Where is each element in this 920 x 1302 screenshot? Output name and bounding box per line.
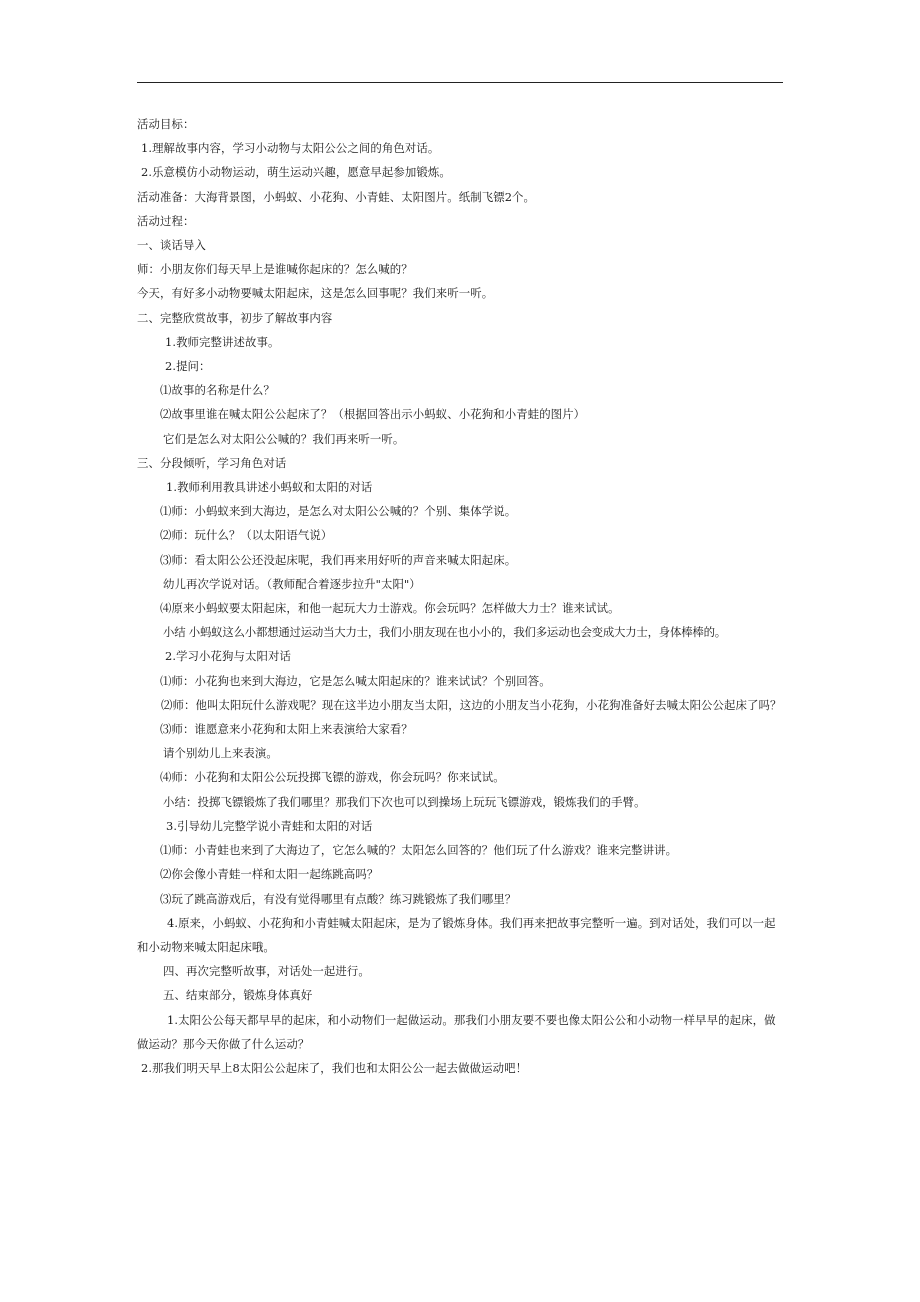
goal-item-1: 1.理解故事内容，学习小动物与太阳公公之间的角色对话。 <box>141 141 440 156</box>
sub-item: 1.教师完整讲述故事。 <box>165 334 280 349</box>
paragraph: 请个别幼儿上来表演。 <box>163 746 278 761</box>
question-item: ⑴师：小蚂蚁来到大海边，是怎么对太阳公公喊的？个别、集体学说。 <box>160 504 517 519</box>
preparation-line: 活动准备：大海背景图，小蚂蚁、小花狗、小青蛙、太阳图片。纸制飞镖2个。 <box>137 189 536 204</box>
question-item: ⑶玩了跳高游戏后，有没有觉得哪里有点酸？练习跳锻炼了我们哪里？ <box>160 891 517 906</box>
sub-item: 2.提问： <box>165 359 211 374</box>
paragraph: 今天，有好多小动物要喊太阳起床，这是怎么回事呢？我们来听一听。 <box>137 286 494 301</box>
step-heading-4: 四、再次完整听故事，对话处一起进行。 <box>163 964 370 979</box>
sub-item: 1.教师利用教具讲述小蚂蚁和太阳的对话 <box>166 480 373 495</box>
step-heading-5: 五、结束部分，锻炼身体真好 <box>163 988 313 1003</box>
summary-paragraph: 小结 小蚂蚁这么小都想通过运动当大力士，我们小朋友现在也小小的，我们多运动也会变成大力士，身体棒棒的。 <box>163 625 726 640</box>
question-item: ⑷师：小花狗和太阳公公玩投掷飞镖的游戏，你会玩吗？你来试试。 <box>160 770 505 785</box>
section-heading-process: 活动过程： <box>137 213 195 228</box>
section-heading-goals: 活动目标： <box>137 117 195 131</box>
step-heading-1: 一、谈话导入 <box>137 238 206 253</box>
summary-paragraph: 小结：投掷飞镖锻炼了我们哪里？那我们下次也可以到操场上玩玩飞镖游戏，锻炼我们的手臂。 <box>163 794 646 809</box>
step-heading-2: 二、完整欣赏故事，初步了解故事内容 <box>137 310 333 325</box>
sub-item: 2.学习小花狗与太阳对话 <box>165 649 291 664</box>
sub-item: 3.引导幼儿完整学说小青蛙和太阳的对话 <box>166 818 373 833</box>
step-heading-3: 三、分段倾听，学习角色对话 <box>137 455 287 470</box>
paragraph: 幼儿再次学说对话。（教师配合着逐步拉升"太阳"） <box>163 576 421 591</box>
question-item: ⑵你会像小青蛙一样和太阳一起练跳高吗？ <box>160 867 379 882</box>
question-item: ⑴师：小青蛙也来到了大海边了，它怎么喊的？太阳怎么回答的？他们玩了什么游戏？谁来完整讲讲。 <box>160 843 678 858</box>
question-item: ⑴师：小花狗也来到大海边，它是怎么喊太阳起床的？谁来试试？个别回答。 <box>160 673 551 688</box>
goal-item-2: 2.乐意模仿小动物运动，萌生运动兴趣，愿意早起参加锻炼。 <box>141 165 451 180</box>
question-item: ⑵师：玩什么？（以太阳语气说） <box>160 528 333 543</box>
document-body <box>137 112 787 1080</box>
paragraph: 师：小朋友你们每天早上是谁喊你起床的？怎么喊的？ <box>137 262 413 277</box>
question-item: ⑶师：谁愿意来小花狗和太阳上来表演给大家看？ <box>160 722 413 737</box>
paragraph-wrapped: 1.太阳公公每天都早早的起床，和小动物们一起做运动。那我们小朋友要不要也像太阳公公和小动物一样早早的起床，做做运动？那今天你做了什么运动？ <box>137 1012 776 1051</box>
paragraph-wrapped: 4.原来，小蚂蚁、小花狗和小青蛙喊太阳起床，是为了锻炼身体。我们再来把故事完整听一遍。到对话处，我们可以一起和小动物来喊太阳起床哦。 <box>137 915 776 954</box>
question-item: ⑴故事的名称是什么？ <box>160 383 275 398</box>
paragraph: 它们是怎么对太阳公公喊的？我们再来听一听。 <box>163 431 405 446</box>
question-item-wrapped: ⑵师：他叫太阳玩什么游戏呢？现在这半边小朋友当太阳，这边的小朋友当小花狗，小花狗准备好去喊太阳公公起床了吗？ <box>161 697 782 712</box>
header-rule <box>137 82 783 83</box>
question-item: ⑷原来小蚂蚁要太阳起床，和他一起玩大力士游戏。你会玩吗？怎样做大力士？谁来试试。 <box>160 601 620 616</box>
closing-line: 2.那我们明天早上8太阳公公起床了，我们也和太阳公公一起去做做运动吧！ <box>141 1060 528 1075</box>
question-item: ⑶师：看太阳公公还没起床呢，我们再来用好听的声音来喊太阳起床。 <box>160 552 517 567</box>
question-item: ⑵故事里谁在喊太阳公公起床了？（根据回答出示小蚂蚁、小花狗和小青蛙的图片） <box>160 407 586 422</box>
